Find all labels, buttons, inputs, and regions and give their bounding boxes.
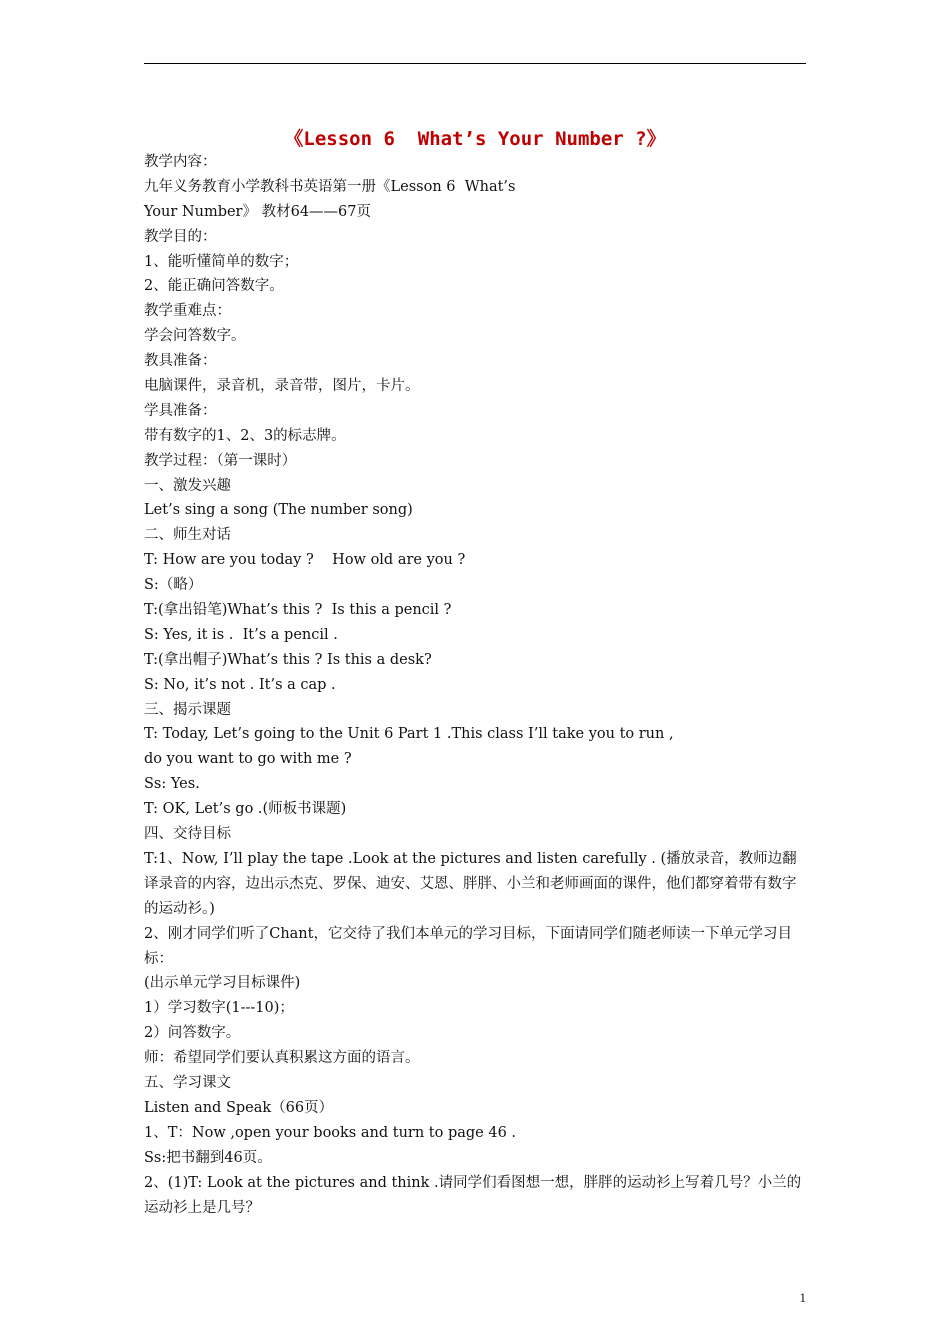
text-line: 三、揭示课题 [144, 701, 231, 718]
text-paragraph: 2、刚才同学们听了Chant，它交待了我们本单元的学习目标，下面请同学们随老师读一下单元学习目标： [144, 925, 792, 967]
text-line: 学会问答数字。 [144, 328, 246, 345]
lesson-plan-body [144, 150, 808, 1220]
text-line: 2、能正确问答数字。 [144, 278, 284, 295]
text-line: T: How are you today ? How old are you ? [144, 552, 466, 569]
text-line: T: Today, Let’s going to the Unit 6 Part 1 .This class I’ll take you to run , [144, 726, 674, 743]
text-paragraph: T:1、Now, I’ll play the tape .Look at the pictures and listen carefully . (播放录音，教师边翻译录音的内容，边出示杰克、罗保、迪安、艾恩、胖胖、小兰和老师画面的课件，他们都穿着带有数字的运动衫。) [144, 850, 797, 917]
text-line: 2）问答数字。 [144, 1025, 241, 1042]
text-line: 教具准备： [144, 353, 217, 370]
text-line: 教学内容： [144, 154, 217, 170]
text-line: 1、T：Now ,open your books and turn to page 46 . [144, 1124, 517, 1141]
text-line: S: Yes, it is . It’s a pencil . [144, 626, 338, 643]
text-line: 师：希望同学们要认真积累这方面的语言。 [144, 1050, 420, 1067]
text-line: 二、师生对话 [144, 527, 231, 544]
text-line: 教学过程：（第一课时） [144, 452, 297, 469]
text-line: T:(拿出帽子)What’s this ? Is this a desk? [144, 651, 432, 668]
text-line: Listen and Speak（66页） [144, 1099, 334, 1116]
text-line: do you want to go with me ? [144, 751, 352, 768]
text-line: 九年义务教育小学教科书英语第一册《Lesson 6 What’s [144, 178, 516, 195]
text-line: 1、能听懂简单的数字； [144, 253, 299, 270]
text-line: Ss: Yes. [144, 776, 200, 793]
text-line: 教学目的： [144, 228, 217, 245]
text-line: 学具准备： [144, 402, 217, 419]
text-line: 五、学习课文 [144, 1075, 231, 1092]
text-line: T:(拿出铅笔)What’s this ? Is this a pencil ? [144, 602, 452, 619]
text-line: 一、激发兴趣 [144, 477, 231, 494]
text-line: (出示单元学习目标课件) [144, 975, 301, 992]
text-line: 教学重难点： [144, 303, 231, 320]
text-line: S: No, it’s not . It’s a cap . [144, 676, 336, 693]
text-paragraph: 2、(1)T: Look at the pictures and think .请同学们看图想一想，胖胖的运动衫上写着几号？小兰的运动衫上是几号？ [144, 1174, 802, 1216]
text-line: T: OK, Let’s go .(师板书课题) [144, 801, 347, 818]
text-line: Your Number》 教材64——67页 [144, 203, 372, 220]
text-line: S:（略） [144, 577, 203, 594]
text-line: 四、交待目标 [144, 826, 231, 843]
text-line: 带有数字的1、2、3的标志牌。 [144, 427, 346, 444]
page-number: 1 [799, 1290, 806, 1305]
text-line: Ss:把书翻到46页。 [144, 1149, 272, 1166]
header-rule [144, 63, 806, 64]
text-line: Let’s sing a song (The number song) [144, 502, 413, 519]
lesson-title: 《Lesson 6 What’s Your Number ?》 [284, 128, 666, 150]
text-line: 1）学习数字(1---10)； [144, 1000, 294, 1017]
text-line: 电脑课件，录音机，录音带，图片，卡片。 [144, 378, 420, 395]
